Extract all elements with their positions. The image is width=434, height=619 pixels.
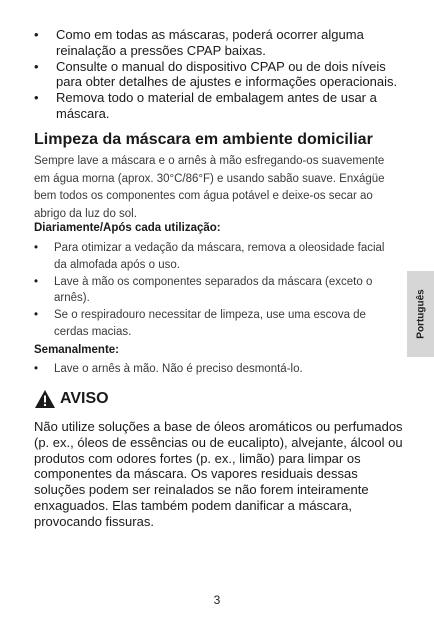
list-item [34,361,399,378]
list-item [34,27,406,58]
bullet: • [34,27,39,42]
bullet: • [34,58,39,74]
list-item [34,59,406,90]
bullet: • [34,242,39,254]
warning-triangle-icon [34,389,56,409]
page-number: 3 [213,593,221,607]
cleaning-intro: Sempre lave a máscara e o arnês à mão esfregando-os suavemente em água morna (aprox. 30°C/86°F) e usando sabão suave. Enxágüe bem todos os componentes com água potável e deixe-os secar ao abrigo da luz do sol. [34,155,385,220]
bullet-text: Consulte o manual do dispositivo CPAP ou de dois níveis para obter detalhes de ajustes e informações operacionais. [56,58,398,90]
bullet-text: Remova todo o material de embalagem antes de usar a máscara. [56,90,377,121]
bullet-text: Lave à mão os componentes separados da máscara (exceto o arnês). [54,275,373,304]
weekly-heading: Semanalmente: [34,344,120,356]
weekly-list [34,361,399,378]
bullet-text: Como em todas as máscaras, poderá ocorrer alguma reinalação a pressões CPAP baixas. [56,27,364,58]
top-bullet-list [34,27,406,122]
list-item [34,274,399,307]
daily-list [34,240,399,341]
bullet: • [34,309,39,321]
language-tab [407,271,434,357]
bullet: • [34,90,39,106]
bullet-text: Para otimizar a vedação da máscara, remova a oleosidade facial da almofada após o uso. [54,242,385,271]
list-item [34,307,399,340]
bullet-text: Lave o arnês à mão. Não é preciso desmontá-lo. [54,363,303,375]
warning-title: AVISO [60,390,109,407]
bullet-text: Se o respiradouro necessitar de limpeza, use uma escova de cerdas macias. [54,309,366,338]
bullet: • [34,363,39,375]
list-item [34,90,406,121]
daily-heading: Diariamente/Após cada utilização: [34,222,221,234]
section-title: Limpeza da máscara em ambiente domiciliar [34,131,373,148]
bullet: • [34,275,39,288]
warning-heading [34,387,109,411]
list-item [34,240,399,273]
warning-text: Não utilize soluções a base de óleos aromáticos ou perfumados (p. ex., óleos de essências ou de eucalipto), alvejante, álcool ou produtos com odores fortes (p. ex., limão) para limpar os componentes da máscara. Os vapores residuais dessas soluções podem ser reinalados se não forem inteiramente enxaguados. Elas também podem danificar a máscara, provocando fissuras. [34,419,403,529]
language-tab-label: Português [415,289,426,339]
